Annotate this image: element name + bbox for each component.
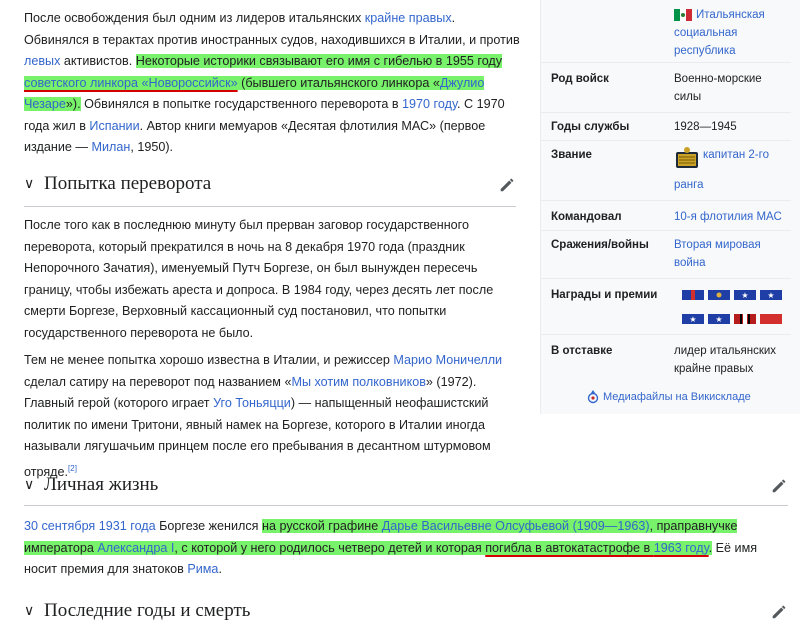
- infobox-row-retired: В отставке лидер итальянских крайне правых: [551, 345, 777, 375]
- link-left[interactable]: левых: [24, 54, 61, 68]
- link-date[interactable]: 30 сентября 1931 года: [24, 519, 156, 533]
- link-monicelli[interactable]: Марио Моничелли: [393, 353, 503, 367]
- paragraph-satire: Тем не менее попытка хорошо известна в Италии, и режиссер Марио Моничелли сделал сатиру на переворот под названием «Мы хотим полковников» (1972). Главный герой (которого играет Уго Тоньяцци) — напыщенный неофашистский политик по имени Тритони, явный намек на Боргезе, которого в Италии иногда называли лягушачьим принцем после его пребывания в десантном штурмовом отряде.[2]: [24, 353, 503, 479]
- link-giulio-cesare[interactable]: Джулио Чезаре: [24, 75, 485, 111]
- section-heading-personal[interactable]: ∨ Личная жизнь: [24, 474, 159, 495]
- link-alexander[interactable]: Александра I: [97, 540, 175, 555]
- commons-logo-icon: [587, 390, 599, 404]
- infobox-row-battles: Сражения/войны Вторая мировая война: [551, 239, 761, 269]
- svg-text:★: ★: [767, 291, 775, 300]
- link-tognazzi[interactable]: Уго Тоньяцци: [213, 396, 291, 410]
- ribbon-icon[interactable]: [682, 314, 704, 324]
- ribbon-icon[interactable]: [682, 290, 704, 300]
- link-far-right[interactable]: крайне правых: [364, 11, 452, 25]
- svg-text:★: ★: [741, 291, 749, 300]
- link-film[interactable]: Мы хотим полковников: [291, 374, 426, 389]
- link-novorossiysk[interactable]: советского линкора «Новороссийск»: [24, 75, 238, 90]
- svg-text:★: ★: [689, 315, 697, 324]
- link-ww2[interactable]: Вторая мировая война: [674, 239, 761, 269]
- infobox-row-rank: Звание капитан 2-го ранга: [551, 146, 791, 196]
- ribbon-icon[interactable]: [760, 290, 782, 300]
- infobox-row-years: Годы службы 1928—1945: [551, 121, 737, 133]
- commons-media-link[interactable]: Медиафайлы на Викискладе: [587, 390, 751, 404]
- award-ribbons: [674, 288, 784, 328]
- ribbon-icon[interactable]: [708, 290, 730, 300]
- link-rank[interactable]: капитан 2-го ранга: [674, 149, 769, 191]
- link-rome[interactable]: Рима: [187, 562, 219, 576]
- link-1963[interactable]: 1963 году: [653, 540, 709, 555]
- section-heading-last-years[interactable]: ∨ Последние годы и смерть: [24, 600, 251, 621]
- link-flotilla[interactable]: 10-я флотилия МАС: [674, 211, 782, 223]
- infobox-row-branch: Род войск Военно-морские силы: [551, 73, 762, 103]
- section-heading-coup[interactable]: ∨ Попытка переворота: [24, 173, 212, 194]
- paragraph-personal: 30 сентября 1931 года Боргезе женился на русской графине Дарье Васильевне Олсуфьевой (1909—1963), праправнучке императора Александра I, с которой у него родилось четверо детей и которая погибла в автокатастрофе в 1963 году. Её имя носит премия для знатоков Рима.: [24, 519, 758, 576]
- link-rsi[interactable]: Итальянская социальная республика: [674, 9, 765, 57]
- italy-flag-icon: [674, 9, 692, 21]
- svg-text:★: ★: [715, 315, 723, 324]
- ribbon-icon[interactable]: [708, 314, 730, 324]
- infobox-row-commanded: Командовал 10-я флотилия МАС: [551, 211, 782, 223]
- infobox-row-awards: Награды и премии ★ ★ ★ ★: [551, 286, 791, 334]
- link-olsufieva[interactable]: Дарье Васильевне Олсуфьевой: [381, 519, 570, 533]
- section-divider: [24, 505, 788, 506]
- link-1970[interactable]: 1970 году: [402, 97, 457, 111]
- reference-link[interactable]: [2]: [68, 463, 77, 473]
- edit-pencil-icon[interactable]: [770, 603, 788, 621]
- chevron-down-icon[interactable]: ∨: [24, 176, 35, 192]
- chevron-down-icon[interactable]: ∨: [24, 477, 35, 493]
- chevron-down-icon[interactable]: ∨: [24, 603, 35, 619]
- paragraph-intro: После освобождения был одним из лидеров итальянских крайне правых. Обвинялся в терактах против иностранных судов, находившихся в Италии, и против левых активистов. Некоторые историки связывают его имя с гибелью в 1955 году советского линкора «Новороссийск» (бывшего итальянского линкора «Джулио Чезаре»). Обвинялся в попытке государственного переворота в 1970 году. С 1970 года жил в Испании. Автор книги мемуаров «Десятая флотилия МАС» (первое издание — Милан, 1950).: [24, 11, 520, 154]
- infobox-row-allegiance: [551, 6, 791, 60]
- ribbon-icon[interactable]: [760, 314, 782, 324]
- highlight-marriage: на русской графине Дарье Васильевне Олсуфьевой (1909—1963), праправнучке императора Александра I, с которой у него родилось четверо детей и которая погибла в автокатастрофе в 1963 году.: [24, 519, 738, 555]
- ribbon-icon[interactable]: [734, 290, 756, 300]
- section-divider: [24, 206, 516, 207]
- highlight-novorossiysk: Некоторые историки связывают его имя с гибелью в 1955 году советского линкора «Новороссийск» (бывшего итальянского линкора «Джулио Чезаре»).: [24, 54, 503, 111]
- ribbon-icon[interactable]: [734, 314, 756, 324]
- link-milan[interactable]: Милан: [91, 140, 131, 154]
- rank-insignia-icon: [674, 146, 700, 176]
- link-years[interactable]: (1909—1963): [572, 519, 650, 533]
- edit-pencil-icon[interactable]: [498, 176, 516, 194]
- edit-pencil-icon[interactable]: [770, 477, 788, 495]
- paragraph-coup: После того как в последнюю минуту был прерван заговор государственного переворота, который прекратился в ночь на 8 декабря 1970 года (праздник Непорочного Зачатия), именуемый Путч Боргезе, он был вынужден пересечь границу, чтобы избежать ареста и допроса. В 1984 году, через десять лет после смерти Боргезе, Верховный кассационный суд постановил, что попытки государственного переворота не было.: [24, 218, 494, 340]
- link-spain[interactable]: Испании: [89, 118, 140, 133]
- infobox: [540, 0, 800, 414]
